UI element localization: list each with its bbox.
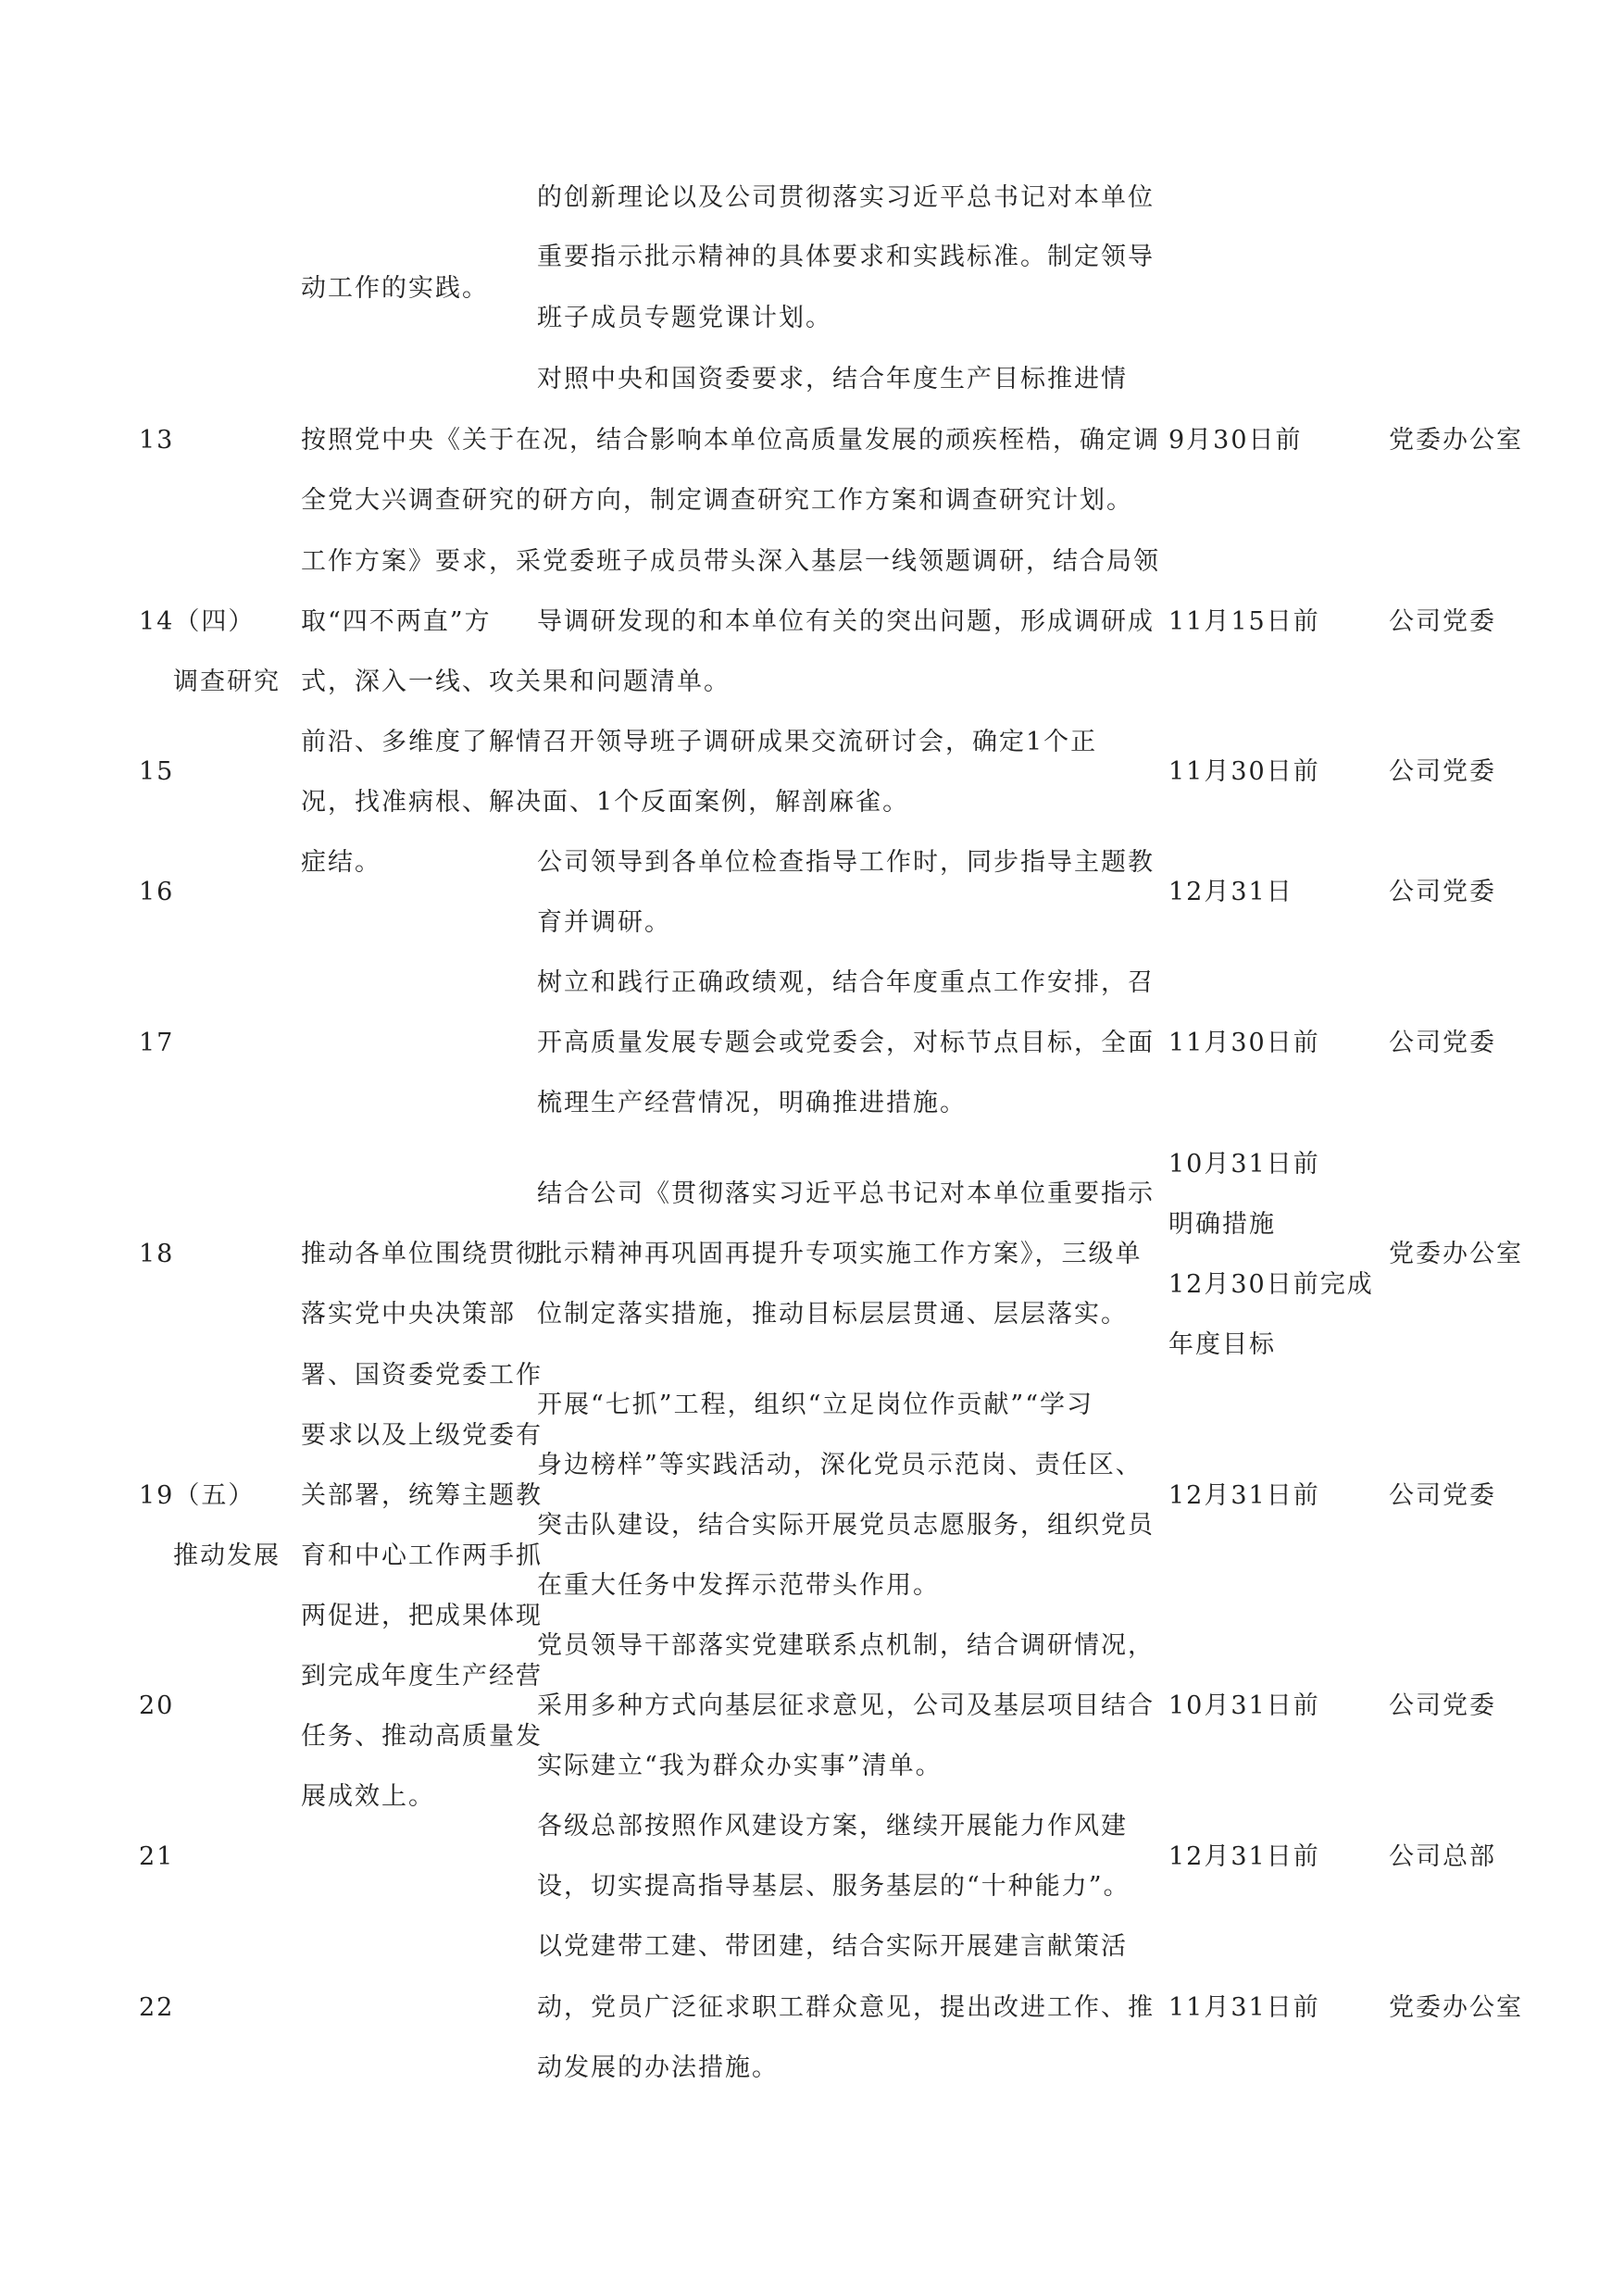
- line-l31: 17: [139, 1029, 175, 1057]
- line-l78: 党委办公室: [1389, 1993, 1523, 2022]
- line-l45: 位制定落实措施，推动目标层层贯通、层层落实。: [537, 1300, 1128, 1329]
- line-l20: 15: [139, 757, 175, 786]
- line-l33: 11月30日前: [1168, 1029, 1320, 1057]
- line-l04: 班子成员专题党课计划。: [537, 304, 832, 332]
- line-l02: 重要指示批示精神的具体要求和实践标准。制定领导: [537, 243, 1155, 271]
- line-l35: 梳理生产经营情况，明确推进措施。: [537, 1089, 967, 1117]
- line-l36: 10月31日前: [1168, 1150, 1320, 1179]
- line-l70: 21: [139, 1842, 175, 1871]
- line-l67: 实际建立“我为群众办实事”清单。: [537, 1752, 943, 1780]
- line-l41: 批示精神再巩固再提升专项实施工作方案》，三级单: [537, 1240, 1143, 1268]
- line-l08: 9月30日前: [1168, 426, 1303, 455]
- line-l28: 公司党委: [1389, 878, 1496, 906]
- line-l43: 12月30日前完成: [1168, 1270, 1374, 1299]
- line-l22: 公司党委: [1389, 757, 1496, 786]
- line-l27: 12月31日: [1168, 878, 1293, 906]
- line-l21: 11月30日前: [1168, 757, 1320, 786]
- line-l13: 取“四不两直”方: [301, 607, 492, 636]
- line-l73: 设，切实提高指导基层、服务基层的“十种能力”。: [537, 1872, 1131, 1901]
- line-l38: 明确措施: [1168, 1210, 1276, 1239]
- line-l18: 式，深入一线、攻关果和问题清单。: [301, 668, 731, 696]
- line-l19: 前沿、多维度了解情召开领导班子调研成果交流研讨会，确定1个正: [301, 728, 1098, 756]
- line-l34: 公司党委: [1389, 1029, 1496, 1057]
- line-l40: 推动各单位围绕贯彻: [301, 1240, 543, 1268]
- line-l42: 党委办公室: [1389, 1240, 1523, 1268]
- line-l46: 年度目标: [1168, 1330, 1276, 1359]
- line-l56: 推动发展: [173, 1541, 281, 1570]
- line-l17: 调查研究: [173, 668, 281, 696]
- line-l15: 11月15日前: [1168, 607, 1320, 636]
- line-l50: 身边榜样”等实践活动，深化党员示范岗、责任区、: [537, 1451, 1143, 1479]
- line-l53: 12月31日前: [1168, 1481, 1320, 1510]
- line-l14: 导调研发现的和本单位有关的突出问题，形成调研成: [537, 607, 1155, 636]
- line-l30: 树立和践行正确政绩观，结合年度重点工作安排，召: [537, 968, 1155, 997]
- line-l58: 在重大任务中发挥示范带头作用。: [537, 1571, 940, 1600]
- line-l72: 公司总部: [1389, 1842, 1496, 1871]
- line-l05: 对照中央和国资委要求，结合年度生产目标推进情: [537, 365, 1128, 393]
- line-l57: 育和中心工作两手抓: [301, 1541, 543, 1570]
- line-l63: 采用多种方式向基层征求意见，公司及基层项目结合: [537, 1691, 1155, 1720]
- line-l79: 动发展的办法措施。: [537, 2053, 779, 2082]
- line-l37: 结合公司《贯彻落实习近平总书记对本单位重要指示: [537, 1179, 1155, 1208]
- line-l11: 工作方案》要求，采党委班子成员带头深入基层一线领题调研，结合局领: [301, 547, 1160, 576]
- line-l52: 关部署，统筹主题教: [301, 1481, 543, 1510]
- line-l32: 开高质量发展专题会或党委会，对标节点目标，全面: [537, 1029, 1155, 1057]
- line-l26: 16: [139, 878, 175, 906]
- line-l74: 以党建带工建、带团建，结合实际开展建言献策活: [537, 1932, 1128, 1961]
- line-l61: 到完成年度生产经营: [301, 1662, 543, 1691]
- line-l55: 突击队建设，结合实际开展党员志愿服务，组织党员: [537, 1511, 1155, 1540]
- line-l76: 动，党员广泛征求职工群众意见，提出改进工作、推: [537, 1993, 1155, 2022]
- line-l23: 况，找准病根、解决面、1个反面案例，解剖麻雀。: [301, 788, 910, 817]
- line-l69: 各级总部按照作风建设方案，继续开展能力作风建: [537, 1812, 1128, 1841]
- line-l60: 党员领导干部落实党建联系点机制，结合调研情况，: [537, 1631, 1155, 1660]
- line-l10: 全党大兴调查研究的研方向，制定调查研究工作方案和调查研究计划。: [301, 486, 1133, 515]
- line-l12: 14（四）: [139, 607, 256, 636]
- line-l01: 的创新理论以及公司贯彻落实习近平总书记对本单位: [537, 183, 1155, 212]
- line-l62: 20: [139, 1691, 175, 1720]
- line-l03: 动工作的实践。: [301, 274, 489, 303]
- line-l29: 育并调研。: [537, 908, 671, 937]
- line-l49: 要求以及上级党委有: [301, 1421, 543, 1450]
- line-l25: 公司领导到各单位检查指导工作时，同步指导主题教: [537, 848, 1155, 877]
- line-l16: 公司党委: [1389, 607, 1496, 636]
- line-l54: 公司党委: [1389, 1481, 1496, 1510]
- line-l47: 署、国资委党委工作: [301, 1361, 543, 1390]
- line-l44: 落实党中央决策部: [301, 1300, 516, 1329]
- line-l07: 按照党中央《关于在况，结合影响本单位高质量发展的顽疾桎梏，确定调: [301, 426, 1160, 455]
- line-l51: 19（五）: [139, 1481, 256, 1510]
- line-l77: 11月31日前: [1168, 1993, 1320, 2022]
- line-l39: 18: [139, 1240, 175, 1268]
- line-l09: 党委办公室: [1389, 426, 1523, 455]
- line-l59: 两促进，把成果体现: [301, 1602, 543, 1630]
- line-l48: 开展“七抓”工程，组织“立足岗位作贡献”“学习: [537, 1391, 1094, 1419]
- line-l75: 22: [139, 1993, 175, 2022]
- line-l66: 任务、推动高质量发: [301, 1722, 543, 1751]
- line-l64: 10月31日前: [1168, 1691, 1320, 1720]
- line-l24: 症结。: [301, 848, 381, 877]
- line-l65: 公司党委: [1389, 1691, 1496, 1720]
- line-l68: 展成效上。: [301, 1782, 435, 1811]
- line-l71: 12月31日前: [1168, 1842, 1320, 1871]
- line-l06: 13: [139, 426, 175, 455]
